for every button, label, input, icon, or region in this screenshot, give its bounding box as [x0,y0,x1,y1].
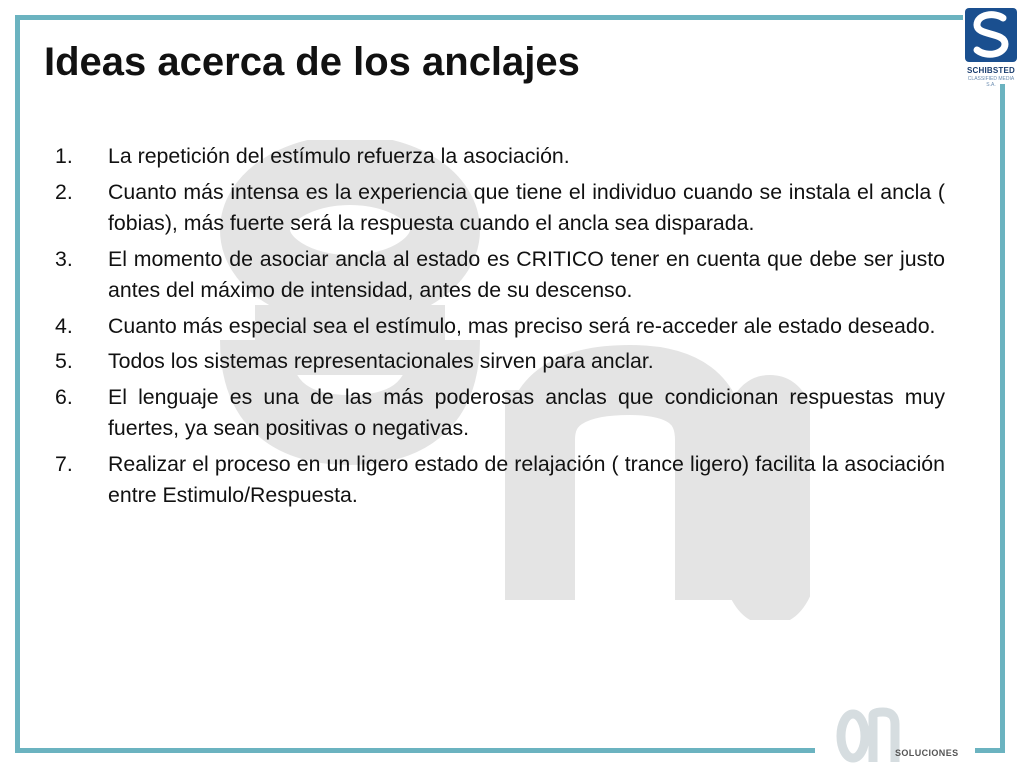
list-item [55,141,945,173]
anchor-ideas-list [55,141,945,516]
list-item-text: Cuanto más intensa es la experiencia que tiene el individuo cuando se instala el ancla ( fobias), más fuerte será la respuesta cuando el ancla sea disparada. [108,179,945,235]
list-item-number: 6. [55,384,73,409]
list-item [55,382,945,445]
footer-text: SOLUCIONES [895,748,959,758]
list-item [55,346,945,378]
schibsted-s-logo-icon [965,8,1017,62]
list-item-number: 5. [55,349,73,373]
slide-title: Ideas acerca de los anclajes [44,40,580,84]
list-item-number: 2. [55,179,73,204]
list-item-number: 4. [55,313,73,338]
list-item-text: La repetición del estímulo refuerza la asociación. [108,144,570,168]
list-item [55,449,945,512]
list-item-text: Todos los sistemas representacionales sirven para anclar. [108,349,654,373]
list-item [55,244,945,307]
list-item-text: Cuanto más especial sea el estímulo, mas preciso será re-acceder ale estado deseado. [108,313,936,338]
list-item-text: Realizar el proceso en un ligero estado de relajación ( trance ligero) facilita la asociación entre Estimulo/Respuesta. [108,451,945,507]
list-item [55,311,945,343]
schibsted-logo [963,6,1019,88]
list-item-text: El momento de asociar ancla al estado es CRITICO tener en cuenta que debe ser justo antes del máximo de intensidad, antes de su descenso. [108,246,945,302]
list-item-text: El lenguaje es una de las más poderosas anclas que condicionan respuestas muy fuertes, ya sean positivas o negativas. [108,384,945,440]
list-item-number: 7. [55,451,73,476]
list-item-number: 1. [55,144,73,168]
list-item [55,177,945,240]
list-item-number: 3. [55,246,73,271]
logo-subtitle: CLASSIFIED MEDIA S.A. [967,76,1015,88]
footer-logo [815,700,975,766]
logo-name: SCHIBSTED [966,66,1016,75]
